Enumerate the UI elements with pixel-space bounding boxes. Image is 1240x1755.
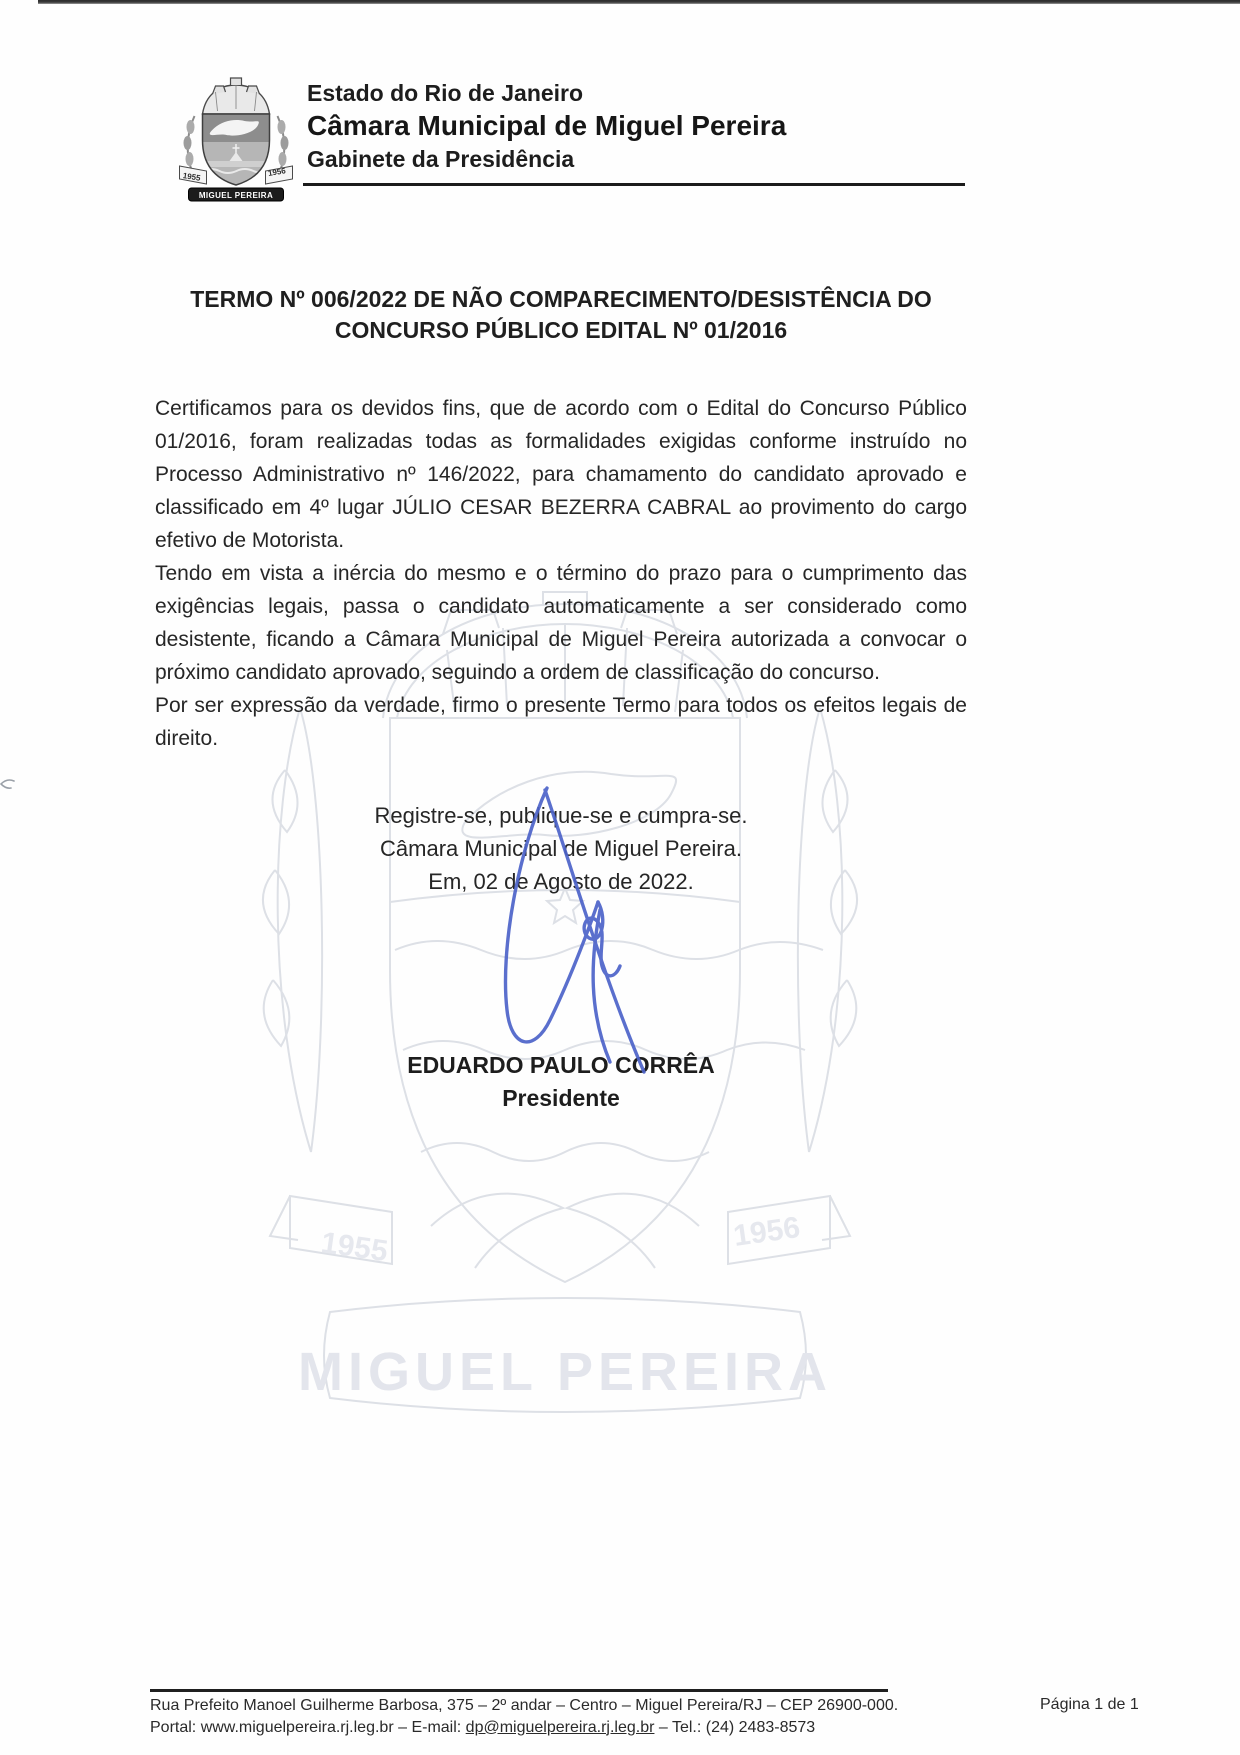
footer [150, 1695, 910, 1738]
body-paragraph-2: Tendo em vista a inércia do mesmo e o término do prazo para o cumprimento das exigências legais, passa o candidato automaticamente a ser considerado como desistente, ficando a Câmara Municipal de Miguel Pereira autorizada a convocar o próximo candidato aprovado, seguindo a ordem de classificação do concurso. [155, 562, 967, 684]
scan-artifact-mark [0, 776, 18, 792]
closing-line-1: Registre-se, publique-se e cumpra-se. [374, 803, 748, 828]
closing-line-3: Em, 02 de Agosto de 2022. [428, 869, 694, 894]
logo-year-left: 1955 [182, 171, 202, 183]
logo-banner-text: MIGUEL PEREIRA [198, 191, 274, 200]
body-paragraph-1: Certificamos para os devidos fins, que de acordo com o Edital do Concurso Público 01/2016, foram realizadas todas as formalidades exigidas conforme instruído no Processo Administrativo nº 146/2022, para chamamento do candidato aprovado e classificado em 4º lugar JÚLIO CESAR BEZERRA CABRAL ao provimento do cargo efetivo de Motorista. [155, 397, 967, 552]
coat-of-arms-logo [172, 74, 300, 202]
document-title [155, 284, 967, 346]
document-body [155, 392, 967, 755]
footer-address: Rua Prefeito Manoel Guilherme Barbosa, 375 – 2º andar – Centro – Miguel Pereira/RJ – CEP 26900-000. [150, 1697, 899, 1714]
watermark-year-left: 1955 [319, 1226, 390, 1269]
footer-phone: – Tel.: (24) 2483-8573 [654, 1718, 816, 1736]
letterhead-state: Estado do Rio de Janeiro [307, 80, 584, 106]
closing-line-2: Câmara Municipal de Miguel Pereira. [380, 836, 742, 861]
letterhead-divider [303, 183, 965, 186]
watermark-year-right: 1956 [731, 1210, 803, 1253]
letterhead-organization: Câmara Municipal de Miguel Pereira [307, 110, 787, 141]
footer-divider [150, 1689, 888, 1692]
footer-contact-line [150, 1717, 910, 1739]
signatory-name: EDUARDO PAULO CORRÊA [407, 1052, 715, 1078]
page-number: Página 1 de 1 [1040, 1696, 1139, 1713]
logo-year-right: 1956 [267, 166, 287, 178]
signatory-role: Presidente [502, 1085, 620, 1111]
scan-artifact-top-line [38, 0, 1240, 4]
letterhead-department: Gabinete da Presidência [307, 146, 575, 172]
signature-ink [505, 788, 644, 1072]
footer-portal: Portal: www.miguelpereira.rj.leg.br – E-mail: [150, 1718, 466, 1736]
document-title-line2: CONCURSO PÚBLICO EDITAL Nº 01/2016 [334, 317, 788, 343]
body-paragraph-3: Por ser expressão da verdade, firmo o presente Termo para todos os efeitos legais de direito. [155, 694, 967, 750]
footer-email-link[interactable]: dp@miguelpereira.rj.leg.br [465, 1718, 655, 1736]
letterhead [307, 79, 967, 173]
watermark-banner-text: MIGUEL PEREIRA [297, 1342, 833, 1402]
handwritten-signature [450, 770, 710, 1090]
document-title-line1: TERMO Nº 006/2022 DE NÃO COMPARECIMENTO/DESISTÊNCIA DO [190, 286, 932, 312]
